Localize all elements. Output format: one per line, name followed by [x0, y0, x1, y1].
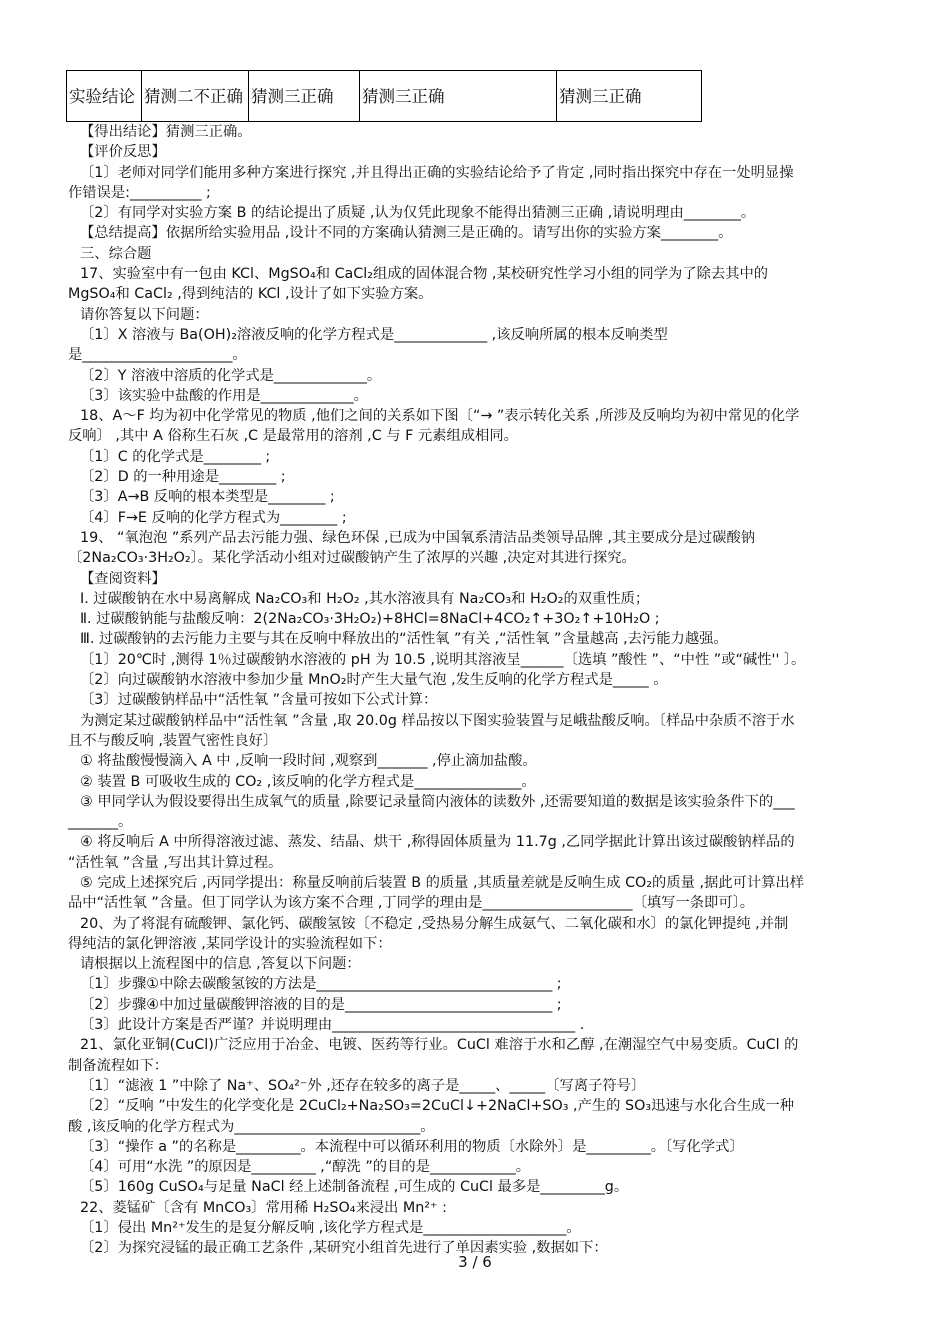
text-line: ③ 甲同学认为假设要得出生成氧气的质量 ,除要记录量筒内液体的读数外 ,还需要知道的数据是该实验条件下的___: [80, 793, 795, 810]
table-cell: 猜测三正确: [249, 71, 360, 122]
text-line: ① 将盐酸慢慢滴入 A 中 ,反响一段时间 ,观察到_______ ,停止滴加盐酸。: [80, 753, 537, 770]
text-line: 〔1〕C 的化学式是________ ;: [80, 448, 271, 465]
text-line: Ⅱ. 过碳酸钠能与盐酸反响：2(2Na₂CO₃·3H₂O₂)+8HCl=8NaCl+4CO₂↑+3O₂↑+10H₂O ;: [80, 611, 660, 628]
text-line: 是_____________________。: [68, 347, 247, 364]
text-line: 请你答复以下问题：: [80, 306, 209, 323]
text-line: 〔1〕X 溶液与 Ba(OH)₂溶液反响的化学方程式是_____________ ,该反响所属的根本反响类型: [80, 326, 668, 343]
text-line: 〔4〕可用“水洗 ”的原因是_________ ,“醇洗 ”的目的是____________。: [80, 1159, 531, 1176]
text-line: 〔1〕“滤液 1 ”中除了 Na⁺、SO₄²⁻外 ,还存在较多的离子是_____、_____〔写离子符号〕: [80, 1077, 646, 1094]
text-line: 〔3〕“操作 a ”的名称是_________。本流程中可以循环利用的物质〔水除外〕是_________。〔写化学式〕: [80, 1138, 744, 1155]
text-line: 〔2〕为探究浸锰的最正确工艺条件 ,某研究小组首先进行了单因素实验 ,数据如下：: [80, 1240, 608, 1257]
table-cell: 猜测三正确: [360, 71, 557, 122]
text-line: Ⅲ. 过碳酸钠的去污能力主要与其在反响中释放出的“活性氧 ”有关 ,“活性氧 ”含量越高 ,去污能力越强。: [80, 631, 728, 648]
text-line: 19、 “氧泡泡 ”系列产品去污能力强、绿色环保 ,已成为中国氧系清洁品类领导品牌 ,其主要成分是过碳酸钠: [80, 529, 756, 546]
text-line: 〔5〕160g CuSO₄与足量 NaCl 经上述制备流程 ,可生成的 CuCl 最多是_________g。: [80, 1179, 629, 1196]
text-line: 〔1〕侵出 Mn²⁺发生的是复分解反响 ,该化学方程式是____________________。: [80, 1220, 581, 1237]
text-line: 〔3〕该实验中盐酸的作用是_____________。: [80, 387, 368, 404]
text-line: 〔2Na₂CO₃·3H₂O₂〕。某化学活动小组对过碳酸钠产生了浓厚的兴趣 ,决定对其进行探究。: [68, 550, 636, 567]
text-line: ④ 将反响后 A 中所得溶液过滤、蒸发、结晶、烘干 ,称得固体质量为 11.7g ,乙同学据此计算出该过碳酸钠样品的: [80, 834, 795, 851]
text-line: 18、A～F 均为初中化学常见的物质 ,他们之间的关系如下图〔“→ ”表示转化关系 ,所涉及反响均为初中常见的化学: [80, 408, 800, 425]
text-line: 〔3〕过碳酸钠样品中“活性氧 ”含量可按如下公式计算：: [80, 692, 438, 709]
text-line: 〔2〕步骤④中加过量碳酸钾溶液的目的是_____________________________ ;: [80, 996, 562, 1013]
text-line: 〔4〕F→E 反响的化学方程式为________ ;: [80, 509, 347, 526]
table-cell: 猜测二不正确: [142, 71, 249, 122]
text-line: 制备流程如下：: [68, 1057, 169, 1074]
text-line: 作错误是:__________ ;: [68, 184, 211, 201]
text-line: ⑤ 完成上述探究后 ,丙同学提出：称量反响前后装置 B 的质量 ,其质量差就是反响生成 CO₂的质量 ,据此可计算出样: [80, 874, 805, 891]
table-cell: 实验结论: [67, 71, 142, 122]
text-line: 【总结提高】依据所给实验用品 ,设计不同的方案确认猜测三是正确的。请写出你的实验方案________。: [80, 225, 733, 242]
text-line: 【评价反思】: [80, 144, 166, 161]
text-line: 为测定某过碳酸钠样品中“活性氧 ”含量 ,取 20.0g 样品按以下图实验装置与足峨盐酸反响。〔样品中杂质不溶于水: [80, 712, 795, 729]
table-row: [67, 71, 702, 122]
text-line: 22、菱锰矿〔含有 MnCO₃〕常用稀 H₂SO₄来浸出 Mn²⁺ :: [80, 1199, 447, 1216]
table-cell: 猜测三正确: [557, 71, 702, 122]
document-body: [68, 122, 888, 1259]
text-line: 反响〕 ,其中 A 俗称生石灰 ,C 是最常用的溶剂 ,C 与 F 元素组成相同。: [68, 428, 518, 445]
text-line: “活性氧 ”含量 ,写出其计算过程。: [68, 854, 283, 871]
text-line: 〔2〕有同学对实验方案 B 的结论提出了质疑 ,认为仅凭此现象不能得出猜测三正确 ,请说明理由________。: [80, 205, 756, 222]
text-line: 〔2〕向过碳酸钠水溶液中参加少量 MnO₂时产生大量气泡 ,发生反响的化学方程式是_____ 。: [80, 672, 668, 689]
text-line: 请根据以上流程图中的信息 ,答复以下问题：: [80, 956, 361, 973]
text-line: 20、为了将混有硫酸钾、氯化钙、碳酸氢铵〔不稳定 ,受热易分解生成氨气、二氧化碳和水〕的氯化钾提纯 ,并制: [80, 915, 789, 932]
text-line: 〔2〕Y 溶液中溶质的化学式是_____________。: [80, 367, 382, 384]
text-line: 〔2〕D 的一种用途是________ ;: [80, 469, 286, 486]
text-line: 品中“活性氧 ”含量。但丁同学认为该方案不合理 ,丁同学的理由是_____________________〔填写一条即可〕。: [68, 895, 755, 912]
text-line: 〔1〕老师对同学们能用多种方案进行探究 ,并且得出正确的实验结论给予了肯定 ,同时指出探究中存在一处明显操: [80, 164, 794, 181]
text-line: 得纯洁的氯化钾溶液 ,某同学设计的实验流程如下：: [68, 935, 392, 952]
text-line: 且不与酸反响 ,装置气密性良好〕: [68, 732, 278, 749]
page-number: 3 / 6: [458, 1253, 492, 1271]
text-line: 【得出结论】猜测三正确。: [80, 124, 252, 140]
text-line: MgSO₄和 CaCl₂ ,得到纯洁的 KCl ,设计了如下实验方案。: [68, 286, 433, 303]
text-line: 〔3〕A→B 反响的根本类型是________ ;: [80, 489, 335, 506]
text-line: 〔3〕此设计方案是否严谨？并说明理由__________________________________ .: [80, 1017, 585, 1034]
text-line: ② 装置 B 可吸收生成的 CO₂ ,该反响的化学方程式是_______________。: [80, 773, 536, 790]
text-line: 21、氯化亚铜(CuCl)广泛应用于冶金、电镀、医药等行业。CuCl 难溶于水和乙醇 ,在潮湿空气中易变质。CuCl 的: [80, 1037, 799, 1054]
results-table: [66, 70, 702, 122]
text-line: 〔1〕20℃时 ,测得 1％过碳酸钠水溶液的 pH 为 10.5 ,说明其溶液呈______〔选填 ”酸性 ”、“中性 ”或“碱性'' 〕。: [80, 651, 806, 668]
text-line: _______。: [68, 814, 133, 831]
text-line: Ⅰ. 过碳酸钠在水中易离解成 Na₂CO₃和 H₂O₂ ,其水溶液具有 Na₂CO₃和 H₂O₂的双重性质；: [80, 590, 650, 607]
text-line: 17、实验室中有一包由 KCl、MgSO₄和 CaCl₂组成的固体混合物 ,某校研究性学习小组的同学为了除去其中的: [80, 266, 769, 283]
text-line: 酸 ,该反响的化学方程式为__________________________。: [68, 1118, 435, 1135]
section-heading: 三、综合题: [80, 245, 152, 262]
text-line: 〔1〕步骤①中除去碳酸氢铵的方法是_________________________________ ;: [80, 976, 562, 993]
text-line: 〔2〕“反响 ”中发生的化学变化是 2CuCl₂+Na₂SO₃=2CuCl↓+2NaCl+SO₃ ,产生的 SO₃迅速与水化合生成一种: [80, 1098, 795, 1115]
text-line: 【查阅资料】: [80, 570, 166, 587]
